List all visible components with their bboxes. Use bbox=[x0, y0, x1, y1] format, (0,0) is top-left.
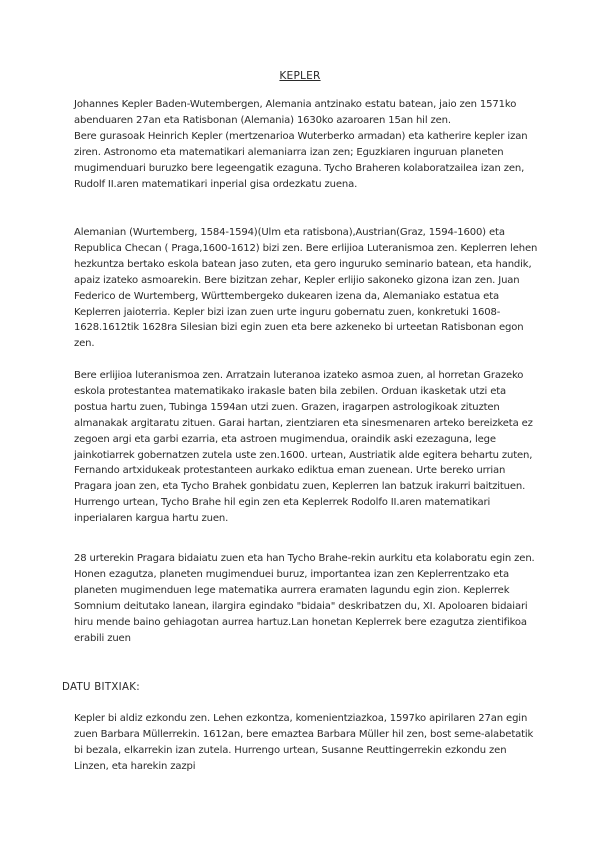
paragraph-marriage bbox=[74, 711, 542, 775]
paragraph-residence-text: Alemanian (Wurtemberg, 1584-1594)(Ulm eta ratisbona),Austrian(Graz, 1594-1600) eta Republica Checan ( Praga,1600-1612) bizi zen. Bere erlijioa Luteranismoa zen. Keplerren lehen hezkuntza bertako eskola batean jaso zuten, eta gero inguruko seminario batean, eta handik, apaiz izateko asmoarekin. Bere bizitzan zehar, Kepler erlijio sakoneko gizona izan zen. Juan Federico de Wurtemberg, Württembergeko dukearen izena da, Alemaniako estatua eta Keplerren jaioterria. Kepler bizi izan zuen urte inguru gobernatu zuen, konkretuki 1608-1628.1612tik 1628ra Silesian bizi egin zuen eta bere azkeneko bi urteetan Ratisbonan egon zen. bbox=[74, 227, 538, 350]
intro-section bbox=[74, 97, 542, 192]
section-heading-datu-bitxiak: DATU BITXIAK: bbox=[62, 682, 140, 693]
document-title: KEPLER bbox=[279, 70, 321, 82]
paragraph-prague bbox=[74, 551, 542, 646]
paragraph-residence bbox=[74, 225, 542, 352]
paragraph-religion-text: Bere erlijioa luteranismoa zen. Arratzain luteranoa izateko asmoa zuen, al horretan Grazeko eskola protestantea matematikako irakasle baten bila zebilen. Orduan ikasketak utzi eta postua hartu zuen, Tubinga 1594an utzi zuen. Grazen, iragarpen astrologikoak zituzten almanakak argitaratu zituen. Garai hartan, zientziaren eta sinesmenaren arteko bereizketa ez zegoen argi eta garbi ezarria, eta astroen mugimendua, oraindik aski ezezaguna, lege jainkotiarrek gobernatzen zutela uste zen.1600. urtean, Austriatik alde egitera behartu zuten, Fernando artxidukeak protestanteen aurkako ediktua eman zuenean. Urte bereko urrian Pragara joan zen, eta Tycho Brahek gonbidatu zuen, Keplerren lan batzuk irakurri baitzituen. Hurrengo urtean, Tycho Brahe hil egin zen eta Keplerrek Rodolfo II.aren matematikari inperialaren kargua hartu zuen. bbox=[74, 370, 533, 525]
paragraph-prague-text: 28 urterekin Pragara bidaiatu zuen eta han Tycho Brahe-rekin aurkitu eta kolaboratu egin zen. Honen ezagutza, planeten mugimenduei buruz, importantea izan zen Keplerrentzako eta planeten mugimenduen lege matematika aurrera eramaten lagundu egin zion. Keplerrek Somnium deitutako lanean, ilargira egindako "bidaia" deskribatzen du, XI. Apoloaren bidaiari hiru mende baino gehiagotan aurrea hartuz.Lan honetan Keplerrek bere ezagutza zientifikoa erabili zuen bbox=[74, 553, 535, 644]
paragraph-parents: Bere gurasoak Heinrich Kepler (mertzenarioa Wuterberko armadan) eta katherire kepler izan ziren. Astronomo eta matematikari alemaniarra izan zen; Eguzkiaren inguruan planeten mugimenduari buruzko bere legeengatik ezaguna. Tycho Braheren kolaboratzailea izan zen, Rudolf II.aren matematikari inperial gisa ordezkatu zuena. bbox=[74, 130, 528, 190]
paragraph-marriage-text: Kepler bi aldiz ezkondu zen. Lehen ezkontza, komenientziazkoa, 1597ko apirilaren 27an egin zuen Barbara Müllerrekin. 1612an, bere emaztea Barbara Müller hil zen, bost seme-alabetatik bi bezala, elkarrekin izan zutela. Hurrengo urtean, Susanne Reuttingerrekin ezkondu zen Linzen, eta harekin zazpi bbox=[74, 713, 534, 772]
paragraph-religion bbox=[74, 368, 542, 527]
paragraph-birth: Johannes Kepler Baden-Wutembergen, Alemania antzinako estatu batean, jaio zen 1571ko abenduaren 27an eta Ratisbonan (Alemania) 1630ko azaroaren 15an hil zen. bbox=[74, 99, 517, 126]
